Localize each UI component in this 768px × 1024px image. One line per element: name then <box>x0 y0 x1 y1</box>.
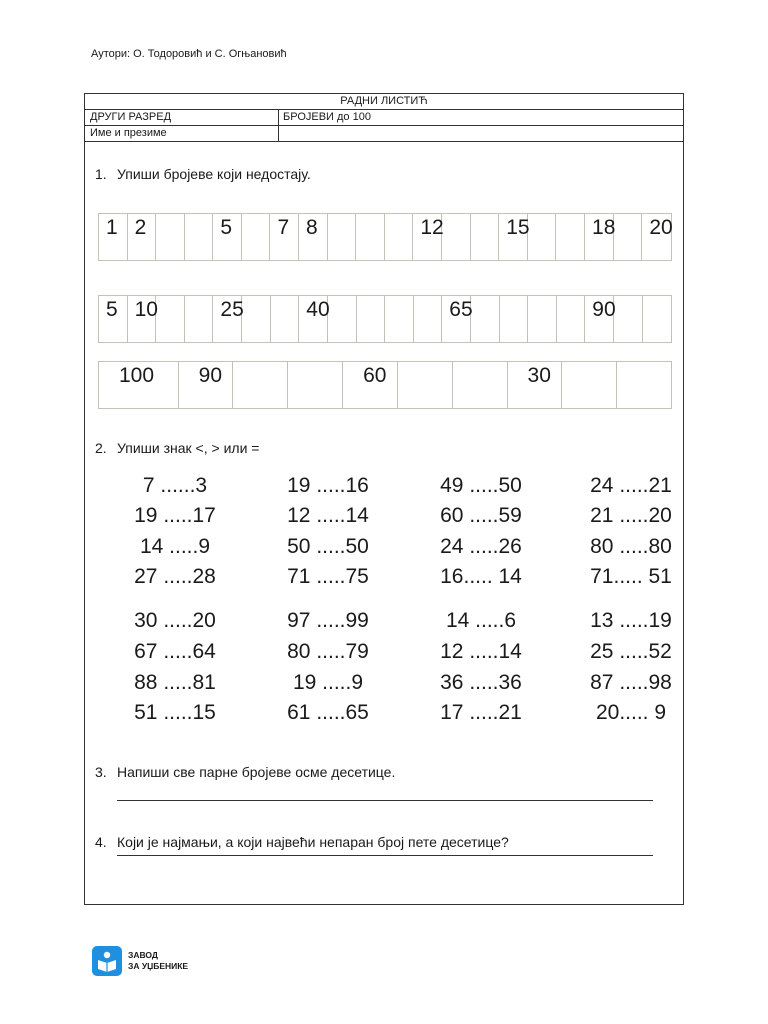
number-sequence-row-2 <box>98 295 672 343</box>
blank-cell[interactable] <box>328 296 357 342</box>
blank-cell[interactable] <box>471 214 500 260</box>
answer-line-task-3[interactable] <box>117 800 653 801</box>
blank-cell[interactable] <box>328 214 357 260</box>
blank-cell[interactable] <box>385 214 414 260</box>
task-number: 3. <box>95 764 107 780</box>
blank-cell[interactable] <box>614 296 643 342</box>
number-cell: 65 <box>442 296 471 342</box>
comparison-item[interactable]: 36 .....36 <box>440 671 522 694</box>
name-label: Име и презиме <box>90 127 167 139</box>
comparison-item[interactable]: 71 .....75 <box>287 565 369 588</box>
number-cell: 5 <box>99 296 128 342</box>
task-text: Упиши знак <, > или = <box>117 440 260 456</box>
blank-cell[interactable] <box>414 296 443 342</box>
number-cell: 2 <box>128 214 157 260</box>
publisher-name-line-1: ЗАВОД <box>128 950 158 960</box>
comparison-item[interactable]: 24 .....26 <box>440 535 522 558</box>
publisher-name <box>128 950 188 972</box>
number-sequence-row-1 <box>98 213 672 261</box>
comparison-item[interactable]: 88 .....81 <box>134 671 216 694</box>
comparison-item[interactable]: 61 .....65 <box>287 701 369 724</box>
comparison-item[interactable]: 14 .....9 <box>139 535 211 558</box>
blank-cell[interactable] <box>185 296 214 342</box>
worksheet <box>84 93 684 905</box>
blank-cell[interactable] <box>233 362 288 408</box>
blank-cell[interactable] <box>643 296 672 342</box>
authors-line: Аутори: О. Тодоровић и С. Огњановић <box>91 48 287 60</box>
comparison-item[interactable]: 19 .....9 <box>292 671 364 694</box>
number-cell: 20 <box>649 216 673 239</box>
blank-cell[interactable] <box>156 296 185 342</box>
comparison-item[interactable]: 80 .....80 <box>590 535 672 558</box>
comparison-item[interactable]: 25 .....52 <box>590 640 672 663</box>
task-text: Упиши бројеве који недостају. <box>117 166 311 182</box>
number-cell: 18 <box>585 214 614 260</box>
blank-cell[interactable] <box>453 362 508 408</box>
number-cell: 15 <box>499 214 528 260</box>
blank-cell[interactable] <box>242 214 271 260</box>
blank-cell[interactable] <box>242 296 271 342</box>
number-cell: 90 <box>179 362 234 408</box>
task-2-instruction <box>95 440 259 456</box>
blank-cell[interactable] <box>271 296 300 342</box>
comparison-item[interactable]: 97 .....99 <box>287 609 369 632</box>
task-number: 4. <box>95 834 107 850</box>
number-sequence-row-3 <box>98 361 672 409</box>
blank-cell[interactable] <box>617 362 671 408</box>
blank-cell[interactable] <box>156 214 185 260</box>
comparison-item[interactable]: 16..... 14 <box>440 565 522 588</box>
number-cell: 60 <box>343 362 398 408</box>
publisher-logo <box>92 946 188 976</box>
comparison-item[interactable]: 20..... 9 <box>595 701 667 724</box>
number-cell: 90 <box>585 296 614 342</box>
number-cell: 10 <box>128 296 157 342</box>
number-cell: 7 <box>270 214 299 260</box>
comparison-item[interactable]: 30 .....20 <box>134 609 216 632</box>
blank-cell[interactable] <box>356 214 385 260</box>
comparison-item[interactable]: 13 .....19 <box>590 609 672 632</box>
number-cell: 100 <box>99 362 179 408</box>
number-cell: 8 <box>299 214 328 260</box>
blank-cell[interactable] <box>614 214 643 260</box>
blank-cell[interactable] <box>442 214 471 260</box>
blank-cell[interactable] <box>398 362 453 408</box>
comparison-item[interactable]: 51 .....15 <box>134 701 216 724</box>
comparison-item[interactable]: 12 .....14 <box>287 504 369 527</box>
header-name-row <box>85 126 683 142</box>
number-cell: 5 <box>213 214 242 260</box>
comparison-item[interactable]: 67 .....64 <box>134 640 216 663</box>
comparison-item[interactable]: 49 .....50 <box>440 474 522 497</box>
comparison-item[interactable]: 17 .....21 <box>440 701 522 724</box>
number-cell: 12 <box>413 214 442 260</box>
task-number: 1. <box>95 166 107 182</box>
comparison-item[interactable]: 12 .....14 <box>440 640 522 663</box>
blank-cell[interactable] <box>500 296 529 342</box>
grade-label: ДРУГИ РАЗРЕД <box>90 111 172 123</box>
blank-cell[interactable] <box>562 362 617 408</box>
number-cell: 25 <box>213 296 242 342</box>
comparison-item[interactable]: 7 ......3 <box>142 474 208 497</box>
book-reader-icon <box>92 946 122 976</box>
number-cell: 40 <box>299 296 328 342</box>
comparison-item[interactable]: 14 .....6 <box>445 609 517 632</box>
publisher-name-line-2: ЗА УЏБЕНИКЕ <box>128 961 189 971</box>
blank-cell[interactable] <box>185 214 214 260</box>
task-4-instruction <box>95 834 509 850</box>
comparison-item[interactable]: 60 .....59 <box>440 504 522 527</box>
header-title-row <box>85 94 683 110</box>
blank-cell[interactable] <box>557 296 586 342</box>
task-1-instruction <box>95 166 311 182</box>
number-cell: 1 <box>99 214 128 260</box>
comparison-item[interactable]: 19 .....17 <box>134 504 216 527</box>
comparison-item[interactable]: 80 .....79 <box>287 640 369 663</box>
blank-cell[interactable] <box>471 296 500 342</box>
comparison-item[interactable]: 50 .....50 <box>287 535 369 558</box>
comparison-item[interactable]: 21 .....20 <box>590 504 672 527</box>
comparison-item[interactable]: 19 .....16 <box>287 474 369 497</box>
comparison-item[interactable]: 27 .....28 <box>134 565 216 588</box>
topic-label: БРОЈЕВИ до 100 <box>283 111 371 123</box>
number-cell: 30 <box>508 362 563 408</box>
comparison-item[interactable]: 71..... 51 <box>590 565 672 588</box>
answer-line-task-4[interactable] <box>117 855 653 856</box>
task-text: Напиши све парне бројеве осме десетице. <box>117 764 396 780</box>
blank-cell[interactable] <box>288 362 343 408</box>
worksheet-title: РАДНИ ЛИСТИЋ <box>340 95 428 107</box>
task-3-instruction <box>95 764 395 780</box>
blank-cell[interactable] <box>528 214 557 260</box>
blank-cell[interactable] <box>357 296 386 342</box>
comparison-item[interactable]: 24 .....21 <box>590 474 672 497</box>
header-grade-row <box>85 110 683 126</box>
task-text: Који је најмањи, а који највећи непаран број пете десетице? <box>117 834 509 850</box>
task-number: 2. <box>95 440 107 456</box>
blank-cell[interactable] <box>385 296 414 342</box>
blank-cell[interactable] <box>556 214 585 260</box>
name-field[interactable] <box>278 126 683 141</box>
comparison-item[interactable]: 87 .....98 <box>590 671 672 694</box>
blank-cell[interactable] <box>528 296 557 342</box>
